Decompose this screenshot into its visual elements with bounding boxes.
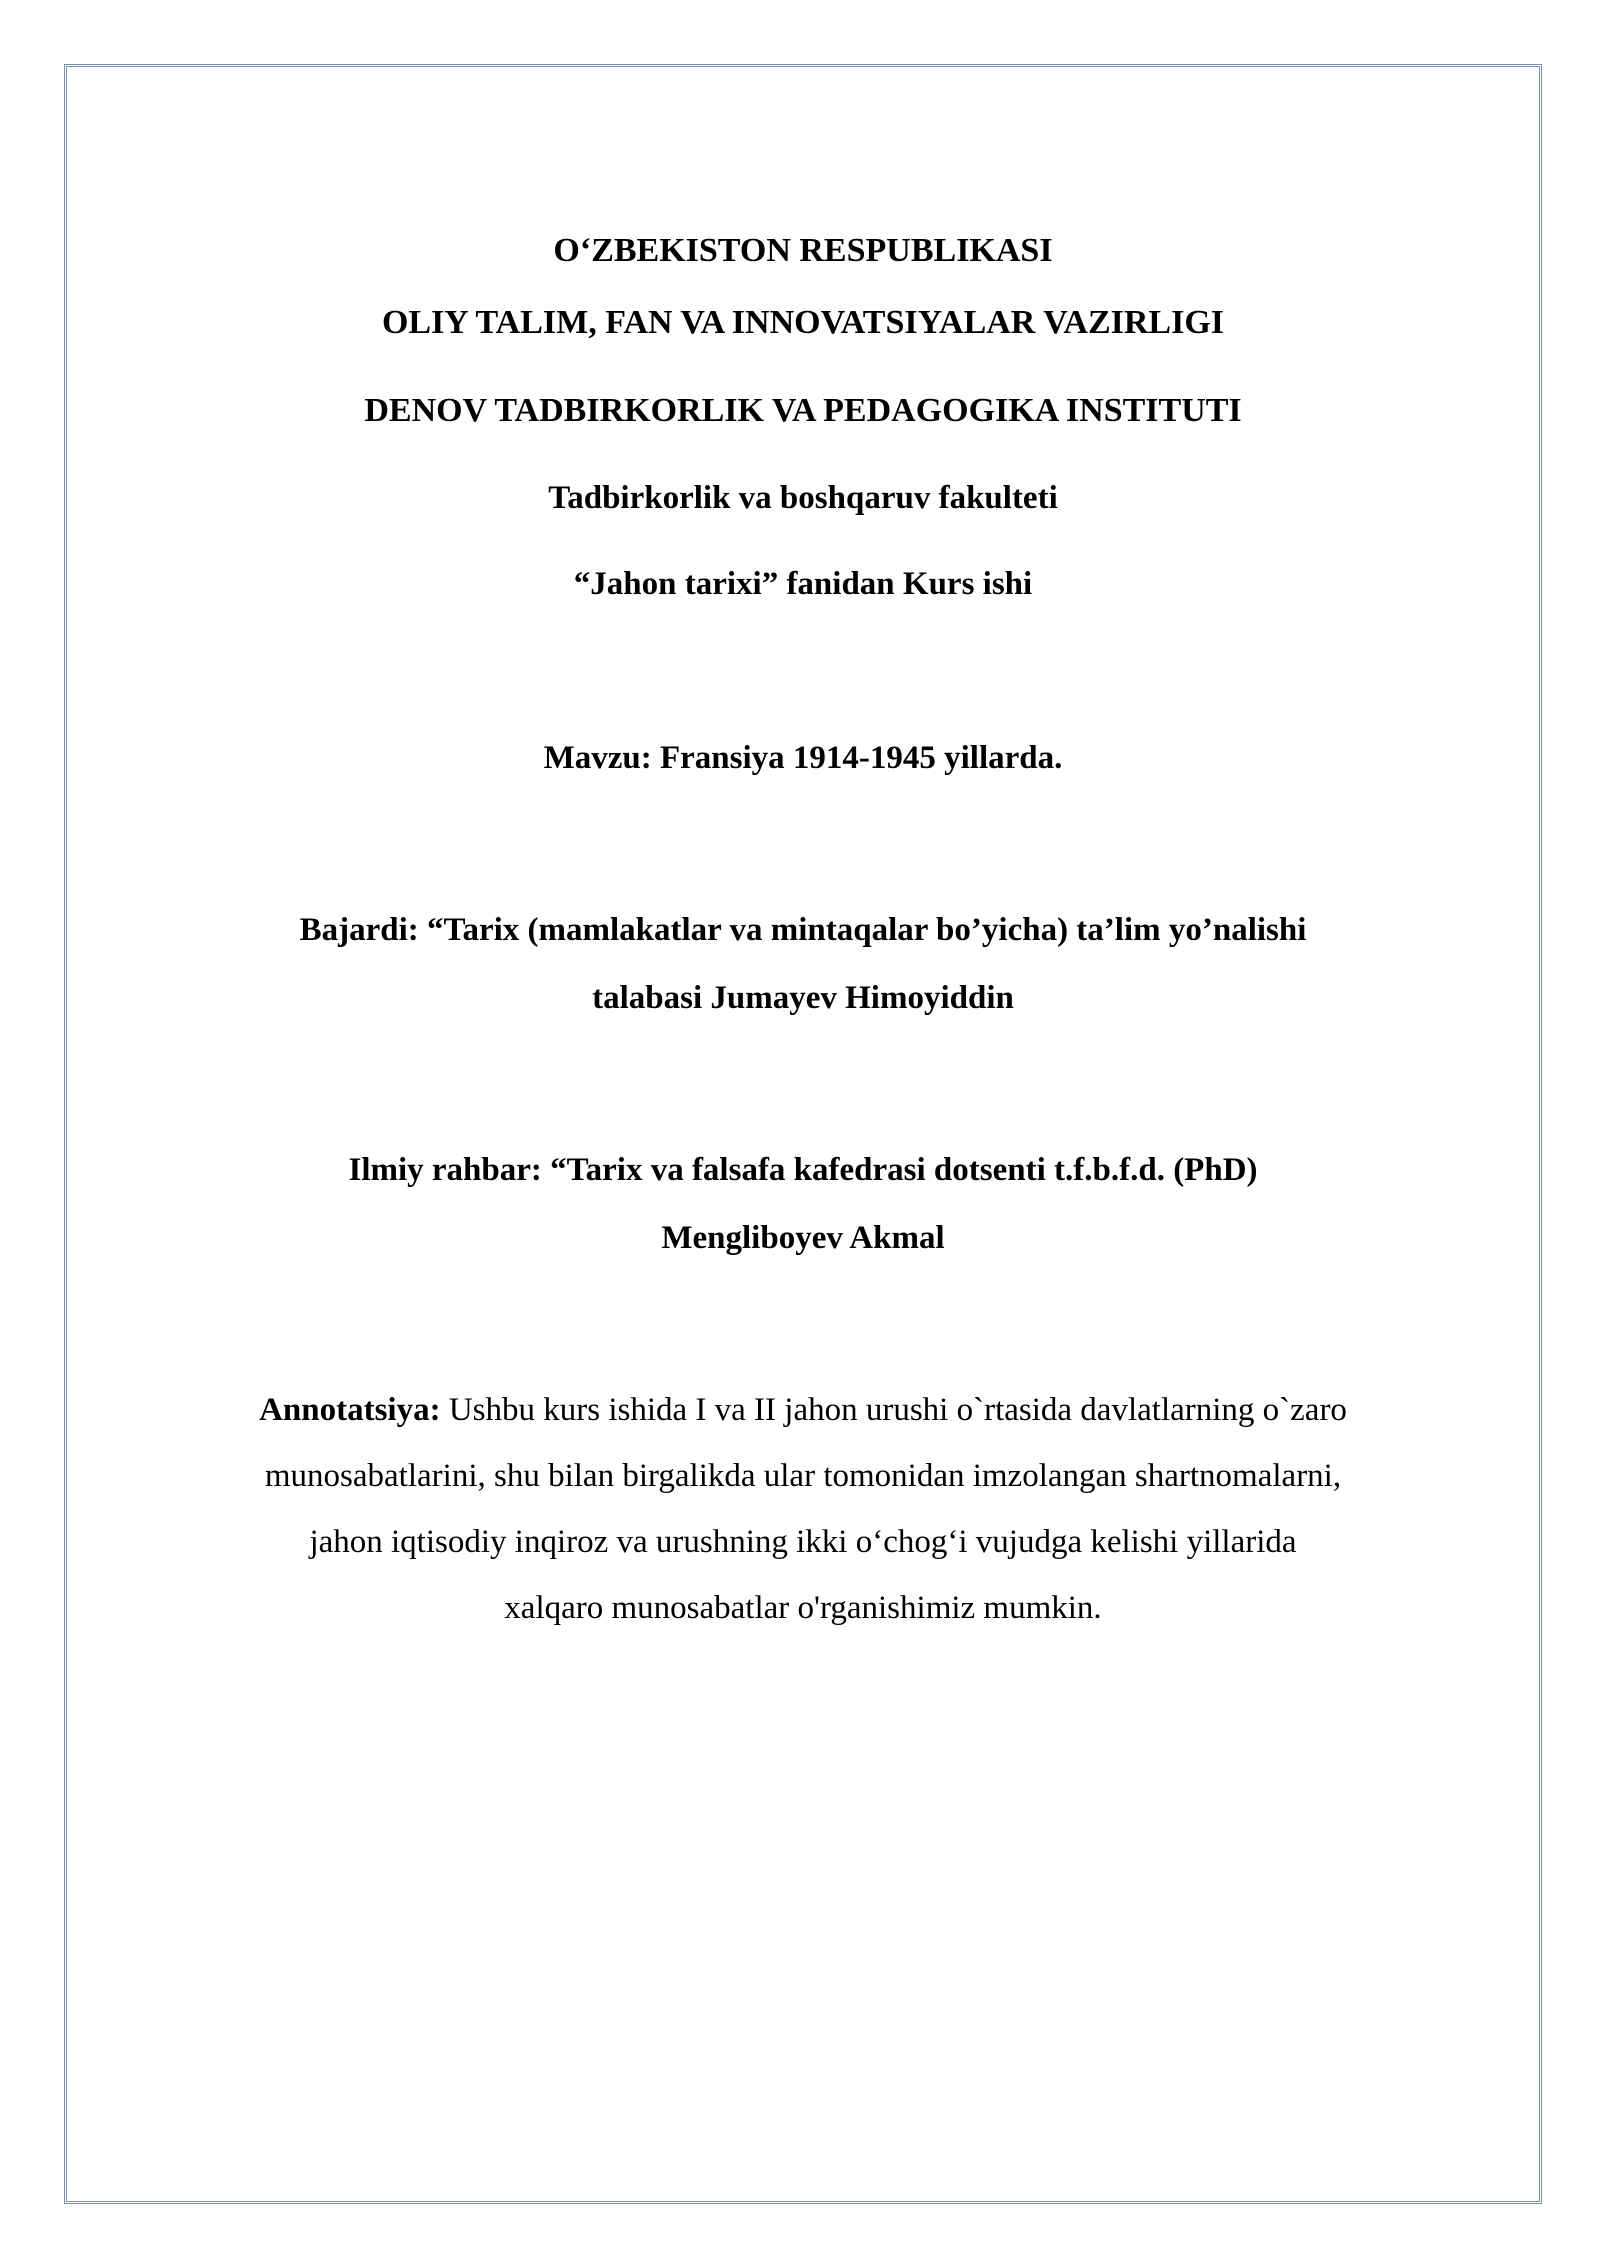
- annotation-line-2: munosabatlarini, shu bilan birgalikda ular tomonidan imzolangan shartnomalarni,: [264, 1458, 1342, 1494]
- annotation-line-3: jahon iqtisodiy inqiroz va urushning ikki o‘chog‘i vujudga kelishi yillarida: [309, 1524, 1297, 1560]
- faculty-title: Tadbirkorlik va boshqaruv fakulteti: [548, 480, 1058, 516]
- supervisor-line-2: Mengliboyev Akmal: [661, 1220, 945, 1256]
- republic-title: O‘ZBEKISTON RESPUBLIKASI: [553, 232, 1053, 269]
- annotation-line-4: xalqaro munosabatlar o'rganishimiz mumkin.: [504, 1590, 1102, 1626]
- topic-line: Mavzu: Fransiya 1914-1945 yillarda.: [543, 740, 1063, 776]
- annotation-line-1: [64, 1392, 1542, 1429]
- institute-title: DENOV TADBIRKORLIK VA PEDAGOGIKA INSTITUTI: [364, 392, 1242, 429]
- annotation-text-1: Ushbu kurs ishida I va II jahon urushi o`rtasida davlatlarning o`zaro: [440, 1392, 1347, 1428]
- supervisor-line-1: Ilmiy rahbar: “Tarix va falsafa kafedrasi dotsenti t.f.b.f.d. (PhD): [348, 1152, 1258, 1188]
- course-title: “Jahon tarixi” fanidan Kurs ishi: [573, 566, 1033, 602]
- annotation-label: Annotatsiya:: [259, 1392, 441, 1428]
- performer-line-2: talabasi Jumayev Himoyiddin: [592, 980, 1014, 1016]
- page-border: [64, 64, 1542, 2204]
- ministry-title: OLIY TALIM, FAN VA INNOVATSIYALAR VAZIRLIGI: [381, 304, 1225, 341]
- performer-line-1: Bajardi: “Tarix (mamlakatlar va mintaqalar bo’yicha) ta’lim yo’nalishi: [299, 912, 1307, 948]
